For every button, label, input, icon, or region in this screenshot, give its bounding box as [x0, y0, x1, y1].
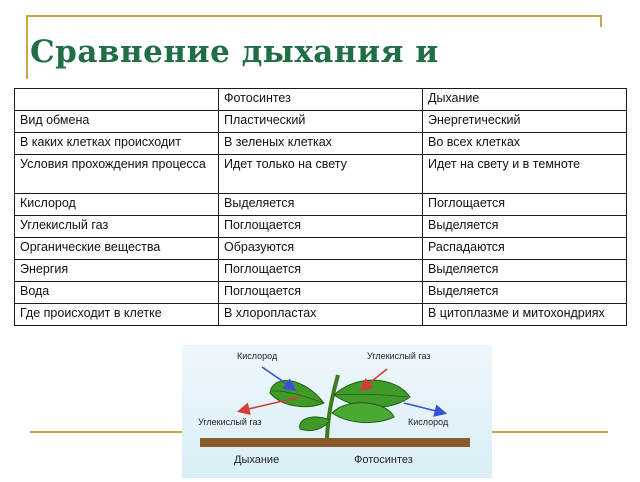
header-cell-empty: [15, 89, 219, 111]
table-row: [15, 194, 627, 216]
soil-strip: [200, 438, 470, 447]
respiration-cell: Выделяется: [423, 216, 627, 238]
row-label: Углекислый газ: [15, 216, 219, 238]
photosynthesis-cell: Выделяется: [219, 194, 423, 216]
row-label: Вода: [15, 282, 219, 304]
respiration-cell: Выделяется: [423, 260, 627, 282]
table-header-row: [15, 89, 627, 111]
right-decor-line: [600, 15, 602, 27]
bottom-decor-line-left: [30, 431, 182, 433]
slide-title: Сравнение дыхания и: [30, 34, 439, 70]
photosynthesis-cell: Поглощается: [219, 282, 423, 304]
table-row: [15, 260, 627, 282]
comparison-table: [14, 88, 627, 326]
table-row: [15, 133, 627, 155]
bottom-decor-line-right: [492, 431, 608, 433]
photosynthesis-cell: В хлоропластах: [219, 304, 423, 326]
row-label: Вид обмена: [15, 111, 219, 133]
table-row: [15, 216, 627, 238]
label-photosynthesis: Фотосинтез: [354, 454, 413, 466]
label-co2-top: Углекислый газ: [367, 351, 431, 361]
table-row: [15, 155, 627, 194]
row-label: В каких клетках происходит: [15, 133, 219, 155]
row-label: Кислород: [15, 194, 219, 216]
photosynthesis-cell: Пластический: [219, 111, 423, 133]
respiration-cell: В цитоплазме и митохондриях: [423, 304, 627, 326]
table-row: [15, 238, 627, 260]
photosynthesis-cell: Образуются: [219, 238, 423, 260]
photosynthesis-cell: В зеленых клетках: [219, 133, 423, 155]
table-row: [15, 282, 627, 304]
label-respiration: Дыхание: [234, 454, 280, 466]
table-row: [15, 111, 627, 133]
row-label: Условия прохождения процесса: [15, 155, 219, 194]
photosynthesis-cell: Поглощается: [219, 260, 423, 282]
respiration-cell: Распадаются: [423, 238, 627, 260]
left-decor-line: [26, 15, 28, 79]
header-cell-respiration: Дыхание: [423, 89, 627, 111]
respiration-cell: Идет на свету и в темноте: [423, 155, 627, 194]
respiration-cell: Энергетический: [423, 111, 627, 133]
row-label: Энергия: [15, 260, 219, 282]
photosynthesis-cell: Идет только на свету: [219, 155, 423, 194]
header-cell-photosynthesis: Фотосинтез: [219, 89, 423, 111]
top-decor-line: [26, 15, 602, 17]
table-row: [15, 304, 627, 326]
label-co2-bottom: Углекислый газ: [198, 417, 262, 427]
photosynthesis-cell: Поглощается: [219, 216, 423, 238]
plant-gas-exchange-illustration: [182, 345, 492, 478]
respiration-cell: Выделяется: [423, 282, 627, 304]
label-oxygen-top: Кислород: [237, 351, 278, 361]
row-label: Где происходит в клетке: [15, 304, 219, 326]
respiration-cell: Во всех клетках: [423, 133, 627, 155]
row-label: Органические вещества: [15, 238, 219, 260]
label-oxygen-bottom: Кислород: [408, 417, 449, 427]
respiration-cell: Поглощается: [423, 194, 627, 216]
